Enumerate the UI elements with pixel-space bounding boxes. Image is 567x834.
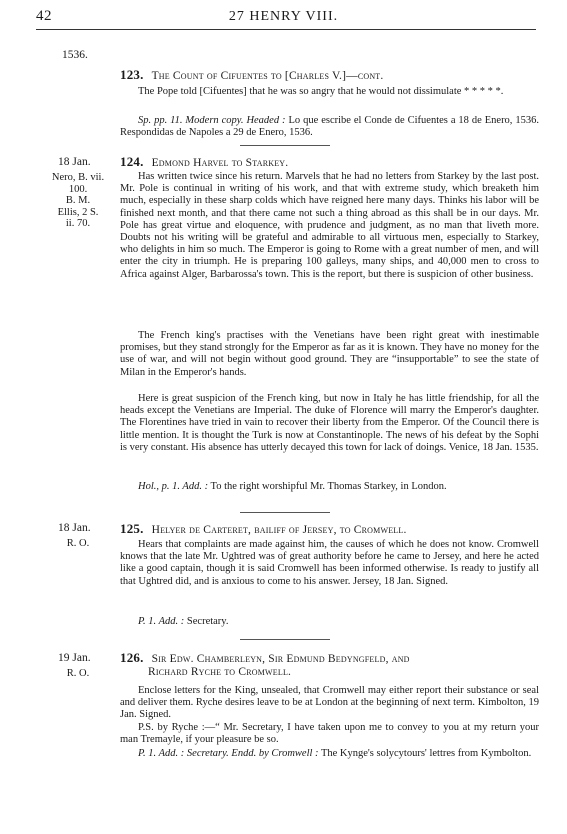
note-text: To the right worshipful Mr. Thomas Starkey, in London. [210,481,447,492]
margin-year: 1536. [62,49,88,61]
entry-126-postscript: P.S. by Ryche :—“ Mr. Secretary, I have taken upon me to convey to you at my return your man Tremayle, if your pleasure be so. [120,722,539,746]
entry-124-paragraph-1: Has written twice since his return. Marvels that he had no letters from Starkey by the last post. Mr. Pole is continual in writing of his work, and that with extreme study, which breaketh him much, especially in these sharp colds which have reigned here many days. Thinks his labor will be finished next month, and that there came not such a thing abroad as this shall be in our days. Mr. Pole has great virtue and eloquence, with prudence and judgment, as no man that liveth more. Doubts not his writing will be grateful and admirable to all virtuous men, especially to Starkey, who delights in him so much. The Emperor is going to Rome with a great number of men, and will enter the city in triumph. He is preparing 100 galleys, many ships, and 40,000 men to cross to Africa against Alger, Barbarossa's town. This is the report, but there is suspicion of other business. [120,171,539,280]
entry-124-paragraph-2: The French king's practises with the Venetians have been right great with inestimable promises, but they stand strongly for the Emperor as far as it is known. They have no money for the use of war, and will not begin without good ground. They are “insupportable” to see the state of Milan in the Emperor's hands. [120,330,539,378]
entry-number: 125. [120,521,144,536]
ref-line: Ellis, 2 S. [57,206,99,218]
entry-title-text: Sir Edw. Chamberleyn, Sir Edmund Bedyngfeld, and [151,653,410,665]
entry-124-date: 18 Jan. [58,156,91,168]
entry-124-refs [48,172,108,230]
entry-125-body: Hears that complaints are made against him, the causes of which he does not know. Cromwell knows that the late Mr. Ughtred was of great authority before he came to Jersey, and here he acted like a good captain, though it is said Cromwell has been informed otherwise. Is ready to justify all that Ughtred did, and is anxious to come to his answer. Jersey, 18 Jan. Signed. [120,539,539,587]
entry-title-text: Helyer de Carteret, bailiff of Jersey, to Cromwell. [151,524,407,536]
entry-125-title [120,522,540,537]
ref-line: B. M. [65,195,91,206]
ref-line: ii. 70. [65,218,91,229]
entry-126-title-line-2: Richard Ryche to Cromwell. [148,666,292,678]
note-text: Lo que escribe el Conde de Cifuentes a 18 de Enero, 1536. Respondidas de Napoles a 29 de Enero, 1536. [120,115,540,139]
entry-123-note [120,115,539,139]
entry-124-title [120,155,540,170]
entry-number: 123. [120,67,144,82]
entry-123-body: The Pope told [Cifuentes] that he was so angry that he would not dissimulate * * * * *. [138,86,504,97]
entry-number: 126. [120,650,144,665]
entry-title-text: Edmond Harvel to Starkey. [151,157,289,169]
entry-125-date: 18 Jan. [58,522,91,534]
header-rule [36,29,536,30]
entry-125-refs [48,538,108,550]
entry-126-note [120,748,539,760]
entry-separator [240,145,330,146]
entry-126-refs [48,668,108,680]
entry-separator [240,639,330,640]
entry-125-note [120,616,539,628]
ref-line: 100. [68,183,88,195]
note-lead: Hol., p. 1. Add. : [138,481,209,492]
entry-124-note [120,481,539,493]
entry-number: 124. [120,154,144,169]
page-title: 27 HENRY VIII. [228,9,339,24]
entry-title-text: The Count of Cifuentes to [Charles V.]—cont. [151,70,384,82]
entry-126-date: 19 Jan. [58,652,91,664]
ref-line: Nero, B. vii. [51,172,105,183]
running-head [0,8,567,30]
entry-126-body: Enclose letters for the King, unsealed, that Cromwell may either report their substance or seal and deliver them. Ryche desires leave to be at London at the beginning of next term. Kimbolton, 19 Jan. Signed. [120,685,539,721]
note-lead: Sp. pp. 11. Modern copy. Headed : [138,115,286,126]
entry-separator [240,512,330,513]
note-lead: P. 1. Add. : [138,616,185,627]
ref-line: R. O. [66,668,90,679]
entry-124-paragraph-3: Here is great suspicion of the French king, but now in Italy he has little friendship, for all the heads except the Venetians are Imperial. The duke of Florence will marry the Emperor's daughter. The Florentines have tried in vain to recover their liberty from the Emperor. Of the Council there is little mention. It is thought the Turk is now at Constantinople. The news of his defeat by the Sophi is very constant. His absence has utterly decayed this town for lack of doings. Venice, 18 Jan. 1535. [120,393,539,453]
ref-line: R. O. [66,538,90,549]
note-text: Secretary. [186,616,229,627]
note-text: The Kynge's solycytours' lettres from Kymbolton. [320,748,532,759]
note-lead: P. 1. Add. : Secretary. Endd. by Cromwell : [138,748,319,759]
entry-123-title [120,68,540,83]
entry-126-title [120,651,540,666]
page-number: 42 [36,8,52,24]
